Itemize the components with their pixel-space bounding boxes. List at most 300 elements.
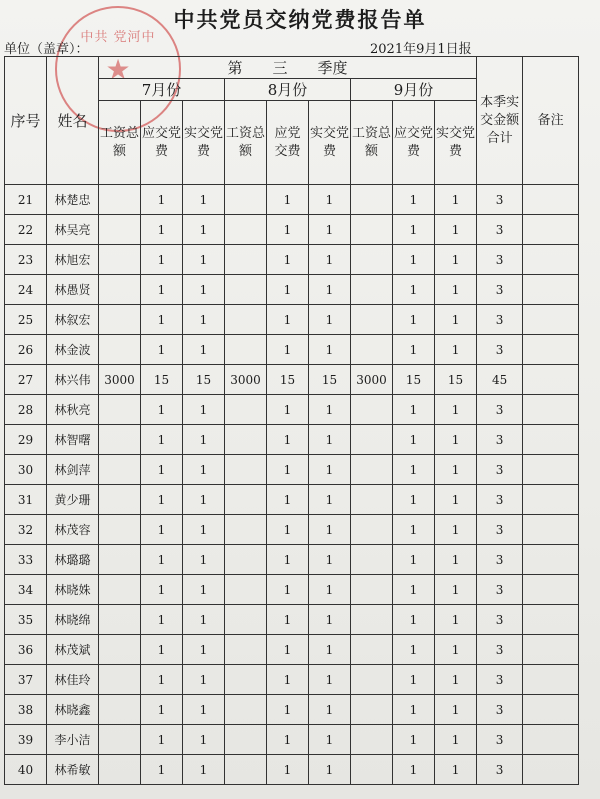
- cell-w7: [99, 755, 141, 785]
- cell-seq: 31: [5, 485, 47, 515]
- cell-w9: [351, 245, 393, 275]
- cell-d9: 1: [393, 755, 435, 785]
- cell-p7: 1: [183, 455, 225, 485]
- cell-d7: 1: [141, 515, 183, 545]
- cell-w7: [99, 425, 141, 455]
- unit-label: 单位（盖章）：: [4, 42, 89, 57]
- cell-d7: 1: [141, 425, 183, 455]
- cell-p9: 1: [435, 575, 477, 605]
- cell-d7: 1: [141, 485, 183, 515]
- cell-seq: 28: [5, 395, 47, 425]
- cell-w7: [99, 515, 141, 545]
- cell-p9: 15: [435, 365, 477, 395]
- cell-seq: 35: [5, 605, 47, 635]
- cell-p9: 1: [435, 515, 477, 545]
- cell-d9: 1: [393, 695, 435, 725]
- cell-d8: 1: [267, 275, 309, 305]
- cell-seq: 24: [5, 275, 47, 305]
- cell-p9: 1: [435, 665, 477, 695]
- cell-seq: 27: [5, 365, 47, 395]
- cell-p7: 1: [183, 635, 225, 665]
- cell-w8: [225, 605, 267, 635]
- cell-d9: 1: [393, 635, 435, 665]
- cell-w9: [351, 515, 393, 545]
- cell-seq: 39: [5, 725, 47, 755]
- cell-w8: [225, 575, 267, 605]
- cell-p7: 15: [183, 365, 225, 395]
- table-row: [5, 605, 579, 635]
- cell-remark: [523, 635, 579, 665]
- cell-name: 林佳玲: [47, 665, 99, 695]
- cell-name: 林璐璐: [47, 545, 99, 575]
- cell-seq: 21: [5, 185, 47, 215]
- cell-d7: 1: [141, 245, 183, 275]
- cell-p7: 1: [183, 185, 225, 215]
- cell-d8: 1: [267, 425, 309, 455]
- cell-total: 3: [477, 575, 523, 605]
- cell-p9: 1: [435, 425, 477, 455]
- cell-remark: [523, 395, 579, 425]
- cell-d9: 1: [393, 305, 435, 335]
- month-7-header: 7月份: [99, 79, 225, 101]
- cell-p9: 1: [435, 275, 477, 305]
- cell-remark: [523, 755, 579, 785]
- cell-name: 林希敏: [47, 755, 99, 785]
- cell-w7: [99, 485, 141, 515]
- cell-total: 45: [477, 365, 523, 395]
- cell-name: 林剑萍: [47, 455, 99, 485]
- cell-w9: [351, 395, 393, 425]
- cell-d8: 15: [267, 365, 309, 395]
- cell-name: 林金波: [47, 335, 99, 365]
- cell-p7: 1: [183, 245, 225, 275]
- cell-d9: 1: [393, 575, 435, 605]
- cell-d9: 1: [393, 515, 435, 545]
- cell-remark: [523, 515, 579, 545]
- cell-w7: [99, 605, 141, 635]
- cell-p8: 1: [309, 725, 351, 755]
- cell-d7: 1: [141, 275, 183, 305]
- cell-w7: [99, 275, 141, 305]
- cell-seq: 34: [5, 575, 47, 605]
- cell-remark: [523, 605, 579, 635]
- m9-paid-header: 实交党费: [435, 101, 477, 185]
- cell-remark: [523, 575, 579, 605]
- cell-d8: 1: [267, 455, 309, 485]
- total-header: 本季实交金额 合计: [477, 57, 523, 185]
- cell-total: 3: [477, 455, 523, 485]
- cell-w9: [351, 185, 393, 215]
- m9-due-header: 应交党费: [393, 101, 435, 185]
- cell-total: 3: [477, 425, 523, 455]
- cell-p7: 1: [183, 725, 225, 755]
- cell-d9: 1: [393, 665, 435, 695]
- cell-p7: 1: [183, 605, 225, 635]
- cell-d9: 15: [393, 365, 435, 395]
- table-row: [5, 545, 579, 575]
- cell-w9: [351, 605, 393, 635]
- cell-total: 3: [477, 485, 523, 515]
- cell-w9: 3000: [351, 365, 393, 395]
- cell-w8: [225, 515, 267, 545]
- table-row: [5, 305, 579, 335]
- report-date: 2021年9月1日报: [370, 42, 472, 57]
- cell-d7: 1: [141, 395, 183, 425]
- cell-d7: 1: [141, 215, 183, 245]
- cell-d7: 1: [141, 665, 183, 695]
- cell-d8: 1: [267, 695, 309, 725]
- cell-p7: 1: [183, 275, 225, 305]
- cell-name: 黄少珊: [47, 485, 99, 515]
- cell-d8: 1: [267, 395, 309, 425]
- m7-paid-header: 实交党费: [183, 101, 225, 185]
- cell-p8: 1: [309, 185, 351, 215]
- table-row: [5, 215, 579, 245]
- table-row: [5, 695, 579, 725]
- m7-due-header: 应交党费: [141, 101, 183, 185]
- cell-d8: 1: [267, 575, 309, 605]
- cell-total: 3: [477, 185, 523, 215]
- cell-name: 林吴亮: [47, 215, 99, 245]
- cell-seq: 30: [5, 455, 47, 485]
- cell-p8: 1: [309, 455, 351, 485]
- cell-p7: 1: [183, 215, 225, 245]
- cell-w8: [225, 395, 267, 425]
- cell-d8: 1: [267, 485, 309, 515]
- cell-w9: [351, 725, 393, 755]
- cell-p7: 1: [183, 305, 225, 335]
- cell-name: 林兴伟: [47, 365, 99, 395]
- cell-p9: 1: [435, 395, 477, 425]
- cell-p7: 1: [183, 335, 225, 365]
- cell-d7: 1: [141, 725, 183, 755]
- cell-d9: 1: [393, 245, 435, 275]
- m7-wage-header: 工资总额: [99, 101, 141, 185]
- cell-d7: 1: [141, 305, 183, 335]
- cell-w8: [225, 485, 267, 515]
- cell-remark: [523, 455, 579, 485]
- cell-total: 3: [477, 305, 523, 335]
- cell-d9: 1: [393, 545, 435, 575]
- cell-remark: [523, 545, 579, 575]
- cell-p9: 1: [435, 755, 477, 785]
- cell-w9: [351, 485, 393, 515]
- cell-p7: 1: [183, 545, 225, 575]
- cell-d7: 15: [141, 365, 183, 395]
- cell-w8: [225, 275, 267, 305]
- cell-p8: 1: [309, 245, 351, 275]
- cell-w8: [225, 305, 267, 335]
- cell-d8: 1: [267, 215, 309, 245]
- cell-p7: 1: [183, 485, 225, 515]
- cell-p9: 1: [435, 605, 477, 635]
- cell-p8: 1: [309, 485, 351, 515]
- cell-w8: [225, 635, 267, 665]
- cell-remark: [523, 485, 579, 515]
- cell-name: 林智曙: [47, 425, 99, 455]
- cell-w7: [99, 245, 141, 275]
- cell-p9: 1: [435, 545, 477, 575]
- cell-seq: 37: [5, 665, 47, 695]
- cell-name: 林茂斌: [47, 635, 99, 665]
- cell-d7: 1: [141, 605, 183, 635]
- cell-d7: 1: [141, 545, 183, 575]
- cell-remark: [523, 335, 579, 365]
- cell-p7: 1: [183, 695, 225, 725]
- cell-w7: [99, 575, 141, 605]
- cell-d9: 1: [393, 275, 435, 305]
- cell-remark: [523, 365, 579, 395]
- cell-w8: [225, 245, 267, 275]
- m9-wage-header: 工资总额: [351, 101, 393, 185]
- cell-d8: 1: [267, 305, 309, 335]
- table-row: [5, 635, 579, 665]
- table-row: [5, 725, 579, 755]
- cell-w8: [225, 665, 267, 695]
- cell-total: 3: [477, 215, 523, 245]
- month-9-header: 9月份: [351, 79, 477, 101]
- cell-d9: 1: [393, 455, 435, 485]
- cell-remark: [523, 665, 579, 695]
- cell-d7: 1: [141, 575, 183, 605]
- cell-d8: 1: [267, 545, 309, 575]
- cell-seq: 36: [5, 635, 47, 665]
- cell-d9: 1: [393, 185, 435, 215]
- cell-w7: [99, 725, 141, 755]
- cell-p7: 1: [183, 515, 225, 545]
- cell-p7: 1: [183, 425, 225, 455]
- cell-total: 3: [477, 725, 523, 755]
- cell-w9: [351, 335, 393, 365]
- cell-seq: 40: [5, 755, 47, 785]
- cell-name: 林晓绵: [47, 605, 99, 635]
- cell-w7: [99, 545, 141, 575]
- cell-total: 3: [477, 245, 523, 275]
- cell-w8: [225, 425, 267, 455]
- table-row: [5, 665, 579, 695]
- cell-w7: [99, 455, 141, 485]
- cell-w7: [99, 185, 141, 215]
- table-row: [5, 485, 579, 515]
- table-row: [5, 185, 579, 215]
- cell-p9: 1: [435, 635, 477, 665]
- cell-d7: 1: [141, 695, 183, 725]
- cell-d8: 1: [267, 515, 309, 545]
- cell-w9: [351, 755, 393, 785]
- cell-w7: [99, 635, 141, 665]
- table-row: [5, 395, 579, 425]
- table-header: [5, 57, 579, 185]
- cell-p8: 1: [309, 395, 351, 425]
- cell-w9: [351, 215, 393, 245]
- cell-w7: [99, 215, 141, 245]
- cell-remark: [523, 275, 579, 305]
- cell-d8: 1: [267, 635, 309, 665]
- cell-w7: [99, 695, 141, 725]
- cell-d8: 1: [267, 725, 309, 755]
- cell-remark: [523, 185, 579, 215]
- cell-p8: 1: [309, 425, 351, 455]
- cell-name: 林晓鑫: [47, 695, 99, 725]
- cell-w8: 3000: [225, 365, 267, 395]
- cell-name: 林茂容: [47, 515, 99, 545]
- cell-total: 3: [477, 395, 523, 425]
- cell-seq: 23: [5, 245, 47, 275]
- table-row: [5, 455, 579, 485]
- cell-p8: 1: [309, 275, 351, 305]
- cell-w8: [225, 695, 267, 725]
- cell-remark: [523, 425, 579, 455]
- cell-total: 3: [477, 515, 523, 545]
- cell-w7: [99, 665, 141, 695]
- table-row: [5, 335, 579, 365]
- cell-d9: 1: [393, 485, 435, 515]
- cell-w9: [351, 695, 393, 725]
- cell-d8: 1: [267, 755, 309, 785]
- cell-p8: 1: [309, 605, 351, 635]
- cell-total: 3: [477, 275, 523, 305]
- cell-name: 林楚忠: [47, 185, 99, 215]
- cell-remark: [523, 215, 579, 245]
- month-8-header: 8月份: [225, 79, 351, 101]
- table-row: [5, 275, 579, 305]
- cell-p8: 1: [309, 215, 351, 245]
- cell-p8: 1: [309, 665, 351, 695]
- cell-name: 林旭宏: [47, 245, 99, 275]
- cell-w7: [99, 305, 141, 335]
- cell-d9: 1: [393, 395, 435, 425]
- cell-p9: 1: [435, 335, 477, 365]
- cell-w7: 3000: [99, 365, 141, 395]
- cell-d9: 1: [393, 335, 435, 365]
- cell-w9: [351, 545, 393, 575]
- cell-w9: [351, 665, 393, 695]
- cell-p7: 1: [183, 395, 225, 425]
- cell-p8: 15: [309, 365, 351, 395]
- cell-p8: 1: [309, 755, 351, 785]
- cell-d8: 1: [267, 245, 309, 275]
- cell-name: 林秋亮: [47, 395, 99, 425]
- cell-seq: 22: [5, 215, 47, 245]
- table-row: [5, 575, 579, 605]
- cell-seq: 29: [5, 425, 47, 455]
- cell-total: 3: [477, 335, 523, 365]
- cell-seq: 26: [5, 335, 47, 365]
- quarter-header: 第 三 季度: [99, 57, 477, 79]
- cell-p7: 1: [183, 755, 225, 785]
- cell-name: 李小洁: [47, 725, 99, 755]
- cell-d7: 1: [141, 455, 183, 485]
- cell-total: 3: [477, 635, 523, 665]
- cell-p8: 1: [309, 695, 351, 725]
- cell-name: 林晓姝: [47, 575, 99, 605]
- cell-d9: 1: [393, 605, 435, 635]
- table-row: [5, 755, 579, 785]
- cell-p8: 1: [309, 305, 351, 335]
- cell-p9: 1: [435, 305, 477, 335]
- cell-w8: [225, 755, 267, 785]
- cell-d8: 1: [267, 185, 309, 215]
- cell-seq: 32: [5, 515, 47, 545]
- cell-p9: 1: [435, 455, 477, 485]
- cell-w7: [99, 335, 141, 365]
- remark-header: 备注: [523, 57, 579, 185]
- cell-p8: 1: [309, 575, 351, 605]
- cell-total: 3: [477, 695, 523, 725]
- cell-w8: [225, 185, 267, 215]
- table-row: [5, 245, 579, 275]
- cell-seq: 33: [5, 545, 47, 575]
- cell-p9: 1: [435, 215, 477, 245]
- cell-total: 3: [477, 755, 523, 785]
- cell-p8: 1: [309, 635, 351, 665]
- cell-d7: 1: [141, 755, 183, 785]
- table-row: [5, 425, 579, 455]
- document-title: 中共党员交纳党费报告单: [173, 7, 427, 32]
- cell-d8: 1: [267, 665, 309, 695]
- cell-d9: 1: [393, 725, 435, 755]
- cell-p9: 1: [435, 695, 477, 725]
- cell-remark: [523, 245, 579, 275]
- cell-name: 林愚贤: [47, 275, 99, 305]
- m8-paid-header: 实交党费: [309, 101, 351, 185]
- cell-w9: [351, 455, 393, 485]
- cell-seq: 25: [5, 305, 47, 335]
- cell-d9: 1: [393, 215, 435, 245]
- cell-d8: 1: [267, 605, 309, 635]
- cell-w8: [225, 215, 267, 245]
- cell-p9: 1: [435, 245, 477, 275]
- seq-header: 序号: [5, 57, 47, 185]
- cell-w8: [225, 335, 267, 365]
- cell-d9: 1: [393, 425, 435, 455]
- cell-name: 林叙宏: [47, 305, 99, 335]
- cell-w9: [351, 635, 393, 665]
- cell-w9: [351, 575, 393, 605]
- cell-w9: [351, 305, 393, 335]
- cell-p9: 1: [435, 185, 477, 215]
- cell-p8: 1: [309, 515, 351, 545]
- cell-total: 3: [477, 605, 523, 635]
- table-row: [5, 515, 579, 545]
- cell-w7: [99, 395, 141, 425]
- cell-seq: 38: [5, 695, 47, 725]
- cell-w9: [351, 275, 393, 305]
- cell-d8: 1: [267, 335, 309, 365]
- cell-p9: 1: [435, 485, 477, 515]
- cell-p7: 1: [183, 665, 225, 695]
- cell-total: 3: [477, 665, 523, 695]
- cell-w8: [225, 455, 267, 485]
- cell-w9: [351, 425, 393, 455]
- m8-due-header: 应党 交费: [267, 101, 309, 185]
- cell-w8: [225, 545, 267, 575]
- m8-wage-header: 工资总额: [225, 101, 267, 185]
- cell-remark: [523, 305, 579, 335]
- cell-w8: [225, 725, 267, 755]
- cell-p8: 1: [309, 545, 351, 575]
- cell-p9: 1: [435, 725, 477, 755]
- dues-table: [4, 56, 579, 785]
- cell-d7: 1: [141, 335, 183, 365]
- cell-p8: 1: [309, 335, 351, 365]
- cell-d7: 1: [141, 185, 183, 215]
- table-body: [5, 185, 579, 785]
- official-seal: 中共 党河中 ★: [55, 6, 181, 132]
- table-row: [5, 365, 579, 395]
- cell-d7: 1: [141, 635, 183, 665]
- name-header: 姓名: [47, 57, 99, 185]
